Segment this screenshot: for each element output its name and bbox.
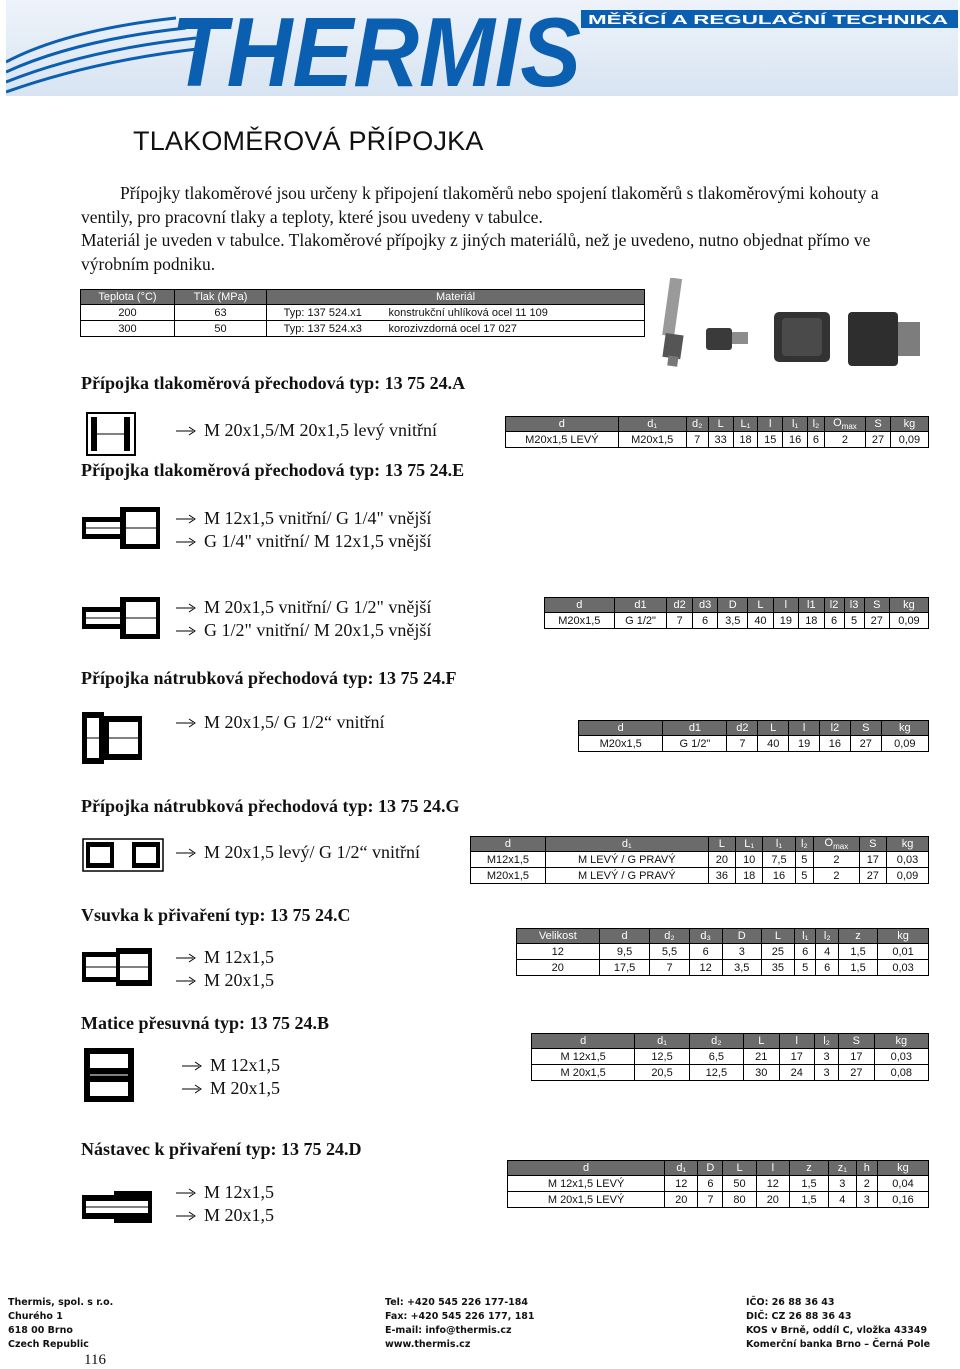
table-cell: 7	[667, 613, 692, 629]
header-cell: l2	[820, 721, 851, 736]
header-cell: kg	[889, 598, 928, 613]
section-a-description	[176, 419, 437, 442]
table-cell: 16	[783, 432, 808, 448]
table-cell: 17	[839, 1049, 874, 1065]
description-line: G 1/4" vnitřní/ M 12x1,5 vnější	[204, 531, 432, 551]
footer-line: DIČ: CZ 26 88 36 43	[746, 1311, 852, 1322]
table-cell: 12,5	[689, 1065, 743, 1081]
header-cell: l	[789, 721, 820, 736]
drawing-g	[82, 838, 164, 877]
header-cell	[814, 837, 860, 852]
header-cell: L	[744, 1034, 779, 1049]
table-cell: M12x1,5	[471, 852, 546, 868]
table-cell: 3	[829, 1176, 856, 1192]
footer-line: Thermis, spol. s r.o.	[8, 1297, 114, 1308]
table-row	[508, 1192, 929, 1208]
header-subscript: max	[833, 842, 849, 852]
header-cell: kg	[890, 417, 928, 432]
table-row	[508, 1176, 929, 1192]
header-cell: l₁	[795, 929, 816, 944]
footer-line[interactable]: E-mail: info@thermis.cz	[385, 1325, 512, 1336]
table-cell: 19	[773, 613, 798, 629]
table-cell: 18	[733, 432, 758, 448]
section-heading-b: Matice přesuvná typ: 13 75 24.B	[81, 1013, 329, 1033]
header-cell: d	[506, 417, 619, 432]
header-cell: l₂	[816, 929, 839, 944]
header-cell: Velikost	[517, 929, 600, 944]
table-cell: 9,5	[599, 944, 650, 960]
table-cell: 19	[789, 736, 820, 752]
table-cell: 27	[859, 868, 886, 884]
intro-paragraph-1: Přípojky tlakoměrové jsou určeny k připojení tlakoměrů nebo spojení tlakoměrů s tlakoměrovými kohouty a ventily, pro pracovní tlaky a teploty, které jsou uvedeny v tabulce.	[81, 183, 879, 227]
table-cell: 0,09	[887, 868, 929, 884]
table-cell: 40	[758, 736, 789, 752]
table-cell: 2	[814, 852, 860, 868]
table-cell: 18	[736, 868, 763, 884]
table-cell: 20	[756, 1192, 789, 1208]
section-f-description	[176, 711, 385, 734]
footer-line: Tel: +420 545 226 177-184	[385, 1297, 529, 1308]
table-cell: 0,03	[874, 1049, 928, 1065]
table-row	[471, 852, 929, 868]
header-cell: L	[723, 1161, 756, 1176]
drawing-a	[86, 412, 136, 461]
header-cell: S	[859, 837, 886, 852]
description-line: M 12x1,5	[204, 1182, 275, 1202]
table-row	[532, 1049, 929, 1065]
table-cell: 3,5	[718, 613, 748, 629]
header-cell: l₂	[795, 837, 814, 852]
footer-company	[8, 1296, 113, 1352]
drawing-d	[82, 1187, 154, 1232]
footer-line: Czech Republic	[8, 1339, 89, 1350]
table-row	[532, 1065, 929, 1081]
table-cell: M20x1,5	[618, 432, 686, 448]
footer-line: Komerční banka Brno – Černá Pole	[746, 1339, 931, 1350]
header-cell	[824, 417, 865, 432]
table-cell: 0,09	[889, 613, 928, 629]
table-cell: 12	[689, 960, 722, 976]
table-cell: 6	[692, 613, 717, 629]
section-e-description-2	[176, 596, 431, 642]
header-cell: d2	[667, 598, 692, 613]
table-cell: 1,5	[789, 1192, 828, 1208]
section-heading-a: Přípojka tlakoměrová přechodová typ: 13 75 24.A	[81, 373, 466, 393]
page-title: TLAKOMĚROVÁ PŘÍPOJKA	[133, 126, 484, 156]
thermis-logo	[6, 0, 958, 96]
table-cell: 0,03	[878, 960, 929, 976]
table-cell: G 1/2"	[663, 736, 727, 752]
footer-line: IČO: 26 88 36 43	[746, 1297, 835, 1308]
table-cell: korozivzdorná ocel 17 027	[379, 321, 645, 337]
table-cell: 0,01	[878, 944, 929, 960]
table-cell: 17,5	[599, 960, 650, 976]
header-cell: z₁	[829, 1161, 856, 1176]
table-cell: M20x1,5	[579, 736, 663, 752]
table-cell: 12	[517, 944, 600, 960]
drawing-e2	[82, 595, 162, 646]
header-cell: d₂	[650, 929, 689, 944]
table-cell: 2	[856, 1176, 877, 1192]
table-cell: 30	[744, 1065, 779, 1081]
table-cell: Typ: 137 524.x3	[267, 321, 379, 337]
table-cell: 3,5	[722, 960, 761, 976]
table-cell: 50	[723, 1176, 756, 1192]
table-cell: 6	[689, 944, 722, 960]
table-cell: 1,5	[789, 1176, 828, 1192]
table-cell: 6	[808, 432, 825, 448]
header-cell: l1	[799, 598, 824, 613]
page-number: 116	[84, 1352, 106, 1368]
table-cell: 17	[859, 852, 886, 868]
table-cell: 36	[708, 868, 735, 884]
table-cell: M LEVÝ / G PRAVÝ	[545, 868, 708, 884]
header-cell: d₁	[665, 1161, 698, 1176]
fitting-photo-adapter	[848, 312, 920, 366]
table-cell: 6	[795, 944, 816, 960]
header-label: O	[833, 417, 842, 429]
footer-line: KOS v Brně, oddíl C, vložka 43349	[746, 1325, 928, 1336]
drawing-b	[82, 1046, 138, 1109]
table-cell: 2	[814, 868, 860, 884]
table-cell: 5	[795, 868, 814, 884]
drawing-c	[82, 946, 154, 993]
table-cell: 6	[824, 613, 844, 629]
description-line: M 20x1,5	[210, 1078, 281, 1098]
footer-line: 618 00 Brno	[8, 1325, 73, 1336]
section-heading-e: Přípojka tlakoměrová přechodová typ: 13 75 24.E	[81, 460, 465, 480]
footer-line: Churého 1	[8, 1311, 63, 1322]
fitting-photo-long	[662, 278, 683, 367]
table-cell: 3	[815, 1065, 839, 1081]
header-cell: l₂	[815, 1034, 839, 1049]
table-cell: 7	[698, 1192, 723, 1208]
brand-tagline: MĚŘÍCÍ A REGULAČNÍ TECHNIKA	[588, 12, 950, 27]
table-cell: 7	[686, 432, 708, 448]
table-cell: M20x1,5	[471, 868, 546, 884]
description-line: M 20x1,5	[204, 970, 275, 990]
table-cell: 4	[816, 944, 839, 960]
table-cell: 50	[175, 321, 267, 337]
table-cell: 12,5	[635, 1049, 689, 1065]
table-cell: 0,03	[887, 852, 929, 868]
section-heading-d: Nástavec k přivaření typ: 13 75 24.D	[81, 1139, 362, 1159]
table-cell: 300	[81, 321, 175, 337]
table-cell: 6	[698, 1176, 723, 1192]
header-cell: S	[864, 598, 889, 613]
header-cell: z	[839, 929, 878, 944]
table-cell: M 12x1,5	[532, 1049, 635, 1065]
table-cell: 5	[844, 613, 864, 629]
header-cell: l₂	[808, 417, 825, 432]
table-cell: 5,5	[650, 944, 689, 960]
table-cell: 7,5	[763, 852, 795, 868]
header-cell: l	[758, 417, 783, 432]
table-cell: 0,16	[877, 1192, 928, 1208]
section-c-description	[176, 946, 274, 992]
table-cell: konstrukční uhlíková ocel 11 109	[379, 305, 645, 321]
table-row	[545, 613, 929, 629]
header-cell: d₁	[545, 837, 708, 852]
table-cell: 6,5	[689, 1049, 743, 1065]
fitting-photo-small	[706, 328, 748, 350]
header-cell: l₁	[783, 417, 808, 432]
header-cell: Materiál	[267, 290, 645, 305]
header-cell: d₁	[635, 1034, 689, 1049]
header-cell: d	[508, 1161, 665, 1176]
header-cell: L₁	[733, 417, 758, 432]
description-line: M 20x1,5 levý/ G 1/2“ vnitřní	[204, 842, 420, 862]
table-cell: 25	[761, 944, 794, 960]
table-cell: 10	[736, 852, 763, 868]
header-cell: d₂	[689, 1034, 743, 1049]
table-cell: 200	[81, 305, 175, 321]
header-banner	[6, 0, 958, 96]
table-cell: 0,09	[881, 736, 928, 752]
table-g	[470, 836, 929, 884]
table-cell: 6	[816, 960, 839, 976]
table-row	[471, 868, 929, 884]
header-cell: d	[532, 1034, 635, 1049]
table-cell: 0,08	[874, 1065, 928, 1081]
header-cell: l2	[824, 598, 844, 613]
table-cell: 63	[175, 305, 267, 321]
table-cell: 27	[864, 613, 889, 629]
table-cell: 27	[850, 736, 881, 752]
table-cell: 7	[650, 960, 689, 976]
table-cell: 12	[665, 1176, 698, 1192]
header-cell: l3	[844, 598, 864, 613]
section-b-description	[182, 1054, 280, 1100]
intro-paragraph-2: Materiál je uveden v tabulce. Tlakoměrové přípojky z jiných materiálů, než je uvedeno, nutno objednat přímo ve výrobním podniku.	[81, 230, 871, 274]
footer-registration	[746, 1296, 930, 1352]
table-cell: M20x1,5	[545, 613, 615, 629]
header-cell: kg	[877, 1161, 928, 1176]
description-line: M 12x1,5 vnitřní/ G 1/4" vnější	[204, 508, 432, 528]
brand-wordmark: THERMIS	[171, 0, 581, 96]
table-a	[505, 416, 929, 448]
table-cell: 21	[744, 1049, 779, 1065]
table-cell: 4	[829, 1192, 856, 1208]
table-row	[506, 432, 929, 448]
description-line: M 20x1,5	[204, 1205, 275, 1225]
section-heading-f: Přípojka nátrubková přechodová typ: 13 75 24.F	[81, 668, 457, 688]
table-cell: 5	[795, 960, 816, 976]
table-f	[578, 720, 929, 752]
section-d-description	[176, 1181, 274, 1227]
table-e	[544, 597, 929, 629]
table-cell: 18	[799, 613, 824, 629]
table-cell: 15	[758, 432, 783, 448]
table-cell: 27	[839, 1065, 874, 1081]
table-cell: 12	[756, 1176, 789, 1192]
section-g-description	[176, 841, 420, 864]
header-cell: kg	[878, 929, 929, 944]
header-cell: L	[708, 837, 735, 852]
product-photos	[656, 278, 926, 368]
header-cell: kg	[887, 837, 929, 852]
table-cell: 17	[779, 1049, 814, 1065]
section-e-description-1	[176, 507, 431, 553]
header-cell: z	[789, 1161, 828, 1176]
footer-line: Fax: +420 545 226 177, 181	[385, 1311, 535, 1322]
description-line: M 20x1,5 vnitřní/ G 1/2" vnější	[204, 597, 432, 617]
table-cell: 33	[708, 432, 733, 448]
header-cell: L	[758, 721, 789, 736]
header-cell: L₁	[736, 837, 763, 852]
intro-text	[81, 182, 931, 276]
table-cell: M 20x1,5 LEVÝ	[508, 1192, 665, 1208]
table-cell: 1,5	[839, 960, 878, 976]
description-line: M 20x1,5/M 20x1,5 levý vnitřní	[204, 420, 437, 440]
header-cell: Teplota (°C)	[81, 290, 175, 305]
table-cell: 0,04	[877, 1176, 928, 1192]
header-cell: d₂	[686, 417, 708, 432]
table-cell: 20	[665, 1192, 698, 1208]
table-cell: 3	[815, 1049, 839, 1065]
description-line: G 1/2" vnitřní/ M 20x1,5 vnější	[204, 620, 432, 640]
header-cell: S	[839, 1034, 874, 1049]
table-cell: 0,09	[890, 432, 928, 448]
table-row	[517, 960, 929, 976]
footer-contact	[385, 1296, 535, 1352]
table-cell: 24	[779, 1065, 814, 1081]
table-cell: G 1/2"	[614, 613, 667, 629]
description-line: M 12x1,5	[204, 947, 275, 967]
description-line: M 20x1,5/ G 1/2“ vnitřní	[204, 712, 385, 732]
header-cell: D	[722, 929, 761, 944]
table-cell: M LEVÝ / G PRAVÝ	[545, 852, 708, 868]
header-cell: d2	[727, 721, 758, 736]
table-cell: 1,5	[839, 944, 878, 960]
table-cell: 35	[761, 960, 794, 976]
table-row	[81, 321, 645, 337]
header-cell: d	[599, 929, 650, 944]
section-heading-g: Přípojka nátrubková přechodová typ: 13 75 24.G	[81, 796, 460, 816]
header-cell: S	[850, 721, 881, 736]
header-label: O	[824, 837, 834, 849]
table-cell: M 12x1,5 LEVÝ	[508, 1176, 665, 1192]
header-cell: Tlak (MPa)	[175, 290, 267, 305]
header-cell: d	[545, 598, 615, 613]
table-cell: 2	[824, 432, 865, 448]
table-b	[531, 1033, 929, 1081]
header-cell: S	[866, 417, 891, 432]
table-cell: 16	[763, 868, 795, 884]
table-cell: 20	[517, 960, 600, 976]
table-cell: 3	[856, 1192, 877, 1208]
table-cell: 27	[866, 432, 891, 448]
drawing-f	[82, 710, 144, 771]
table-c	[516, 928, 929, 976]
header-cell: L	[761, 929, 794, 944]
drawing-e1	[82, 505, 162, 556]
header-cell: D	[718, 598, 748, 613]
table-row	[81, 305, 645, 321]
header-cell: l	[773, 598, 798, 613]
table-cell: 16	[820, 736, 851, 752]
header-cell: d	[579, 721, 663, 736]
footer-line[interactable]: www.thermis.cz	[385, 1339, 471, 1350]
table-cell: 7	[727, 736, 758, 752]
header-subscript: max	[841, 422, 857, 432]
table-cell: Typ: 137 524.x1	[267, 305, 379, 321]
description-line: M 12x1,5	[210, 1055, 281, 1075]
header-cell: d₁	[618, 417, 686, 432]
table-row	[579, 736, 929, 752]
table-cell: 80	[723, 1192, 756, 1208]
header-cell: d₃	[689, 929, 722, 944]
table-cell: M20x1,5 LEVÝ	[506, 432, 619, 448]
table-d	[507, 1160, 929, 1208]
header-cell: d3	[692, 598, 717, 613]
header-cell: l₁	[763, 837, 795, 852]
header-cell: L	[708, 417, 733, 432]
section-heading-c: Vsuvka k přivaření typ: 13 75 24.C	[81, 905, 351, 925]
fitting-photo-nut	[774, 312, 830, 362]
header-cell: kg	[874, 1034, 928, 1049]
header-cell: D	[698, 1161, 723, 1176]
table-cell: 20	[708, 852, 735, 868]
table-cell: 5	[795, 852, 814, 868]
table-row	[517, 944, 929, 960]
header-cell: L	[748, 598, 773, 613]
header-cell: h	[856, 1161, 877, 1176]
header-cell: d1	[614, 598, 667, 613]
header-cell: l	[756, 1161, 789, 1176]
header-cell: d	[471, 837, 546, 852]
table-cell: 40	[748, 613, 773, 629]
header-cell: kg	[881, 721, 928, 736]
material-table	[80, 289, 645, 337]
header-cell: l	[779, 1034, 814, 1049]
header-cell: d1	[663, 721, 727, 736]
table-cell: 3	[722, 944, 761, 960]
table-cell: 20,5	[635, 1065, 689, 1081]
table-cell: M 20x1,5	[532, 1065, 635, 1081]
